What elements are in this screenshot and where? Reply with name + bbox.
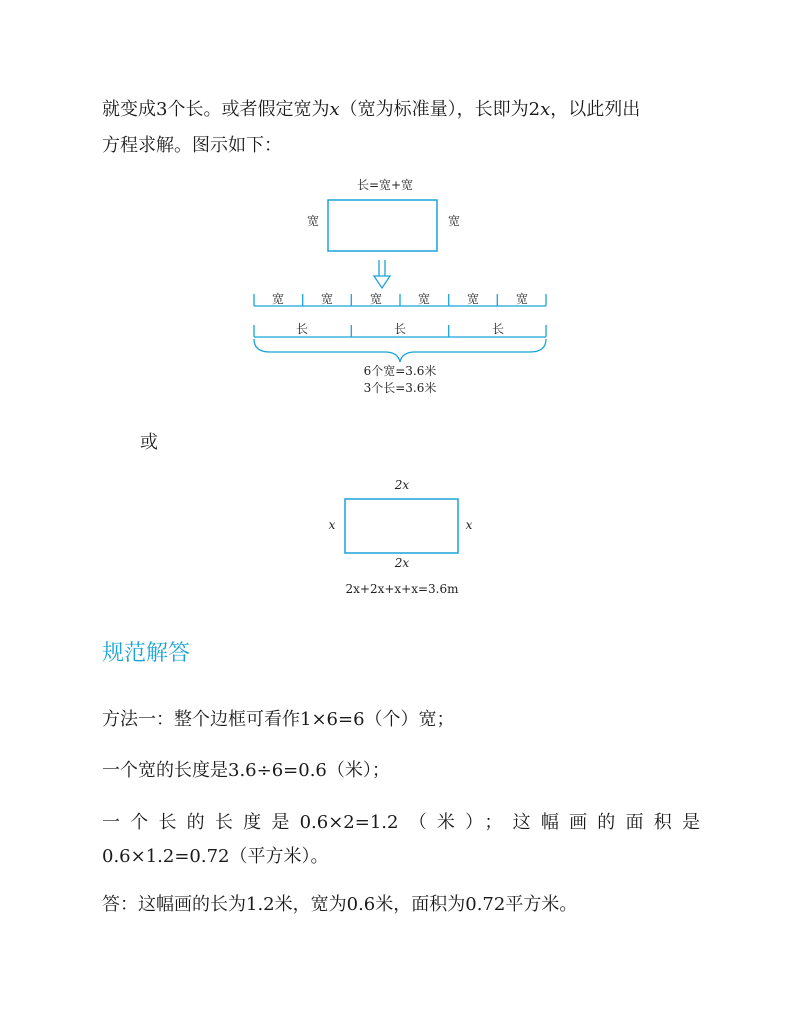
width-segment-label: 宽 <box>466 292 480 306</box>
fig1-right-label: 宽 <box>447 214 461 228</box>
fig1-rectangle <box>328 200 437 251</box>
length-segment-label: 长 <box>393 322 407 336</box>
fig2-right-label: x <box>465 518 473 532</box>
intro-line-1 <box>102 92 702 128</box>
width-segment-label: 宽 <box>417 292 431 306</box>
intro-var-x2: x <box>540 99 551 120</box>
fig2-left-label: x <box>328 518 336 532</box>
fig2-top-label: 2x <box>394 478 410 492</box>
fig2-bottom-label: 2x <box>394 556 410 570</box>
solution-line-3: 一个长的长度是0.6×2=1.2（米）；这幅画的面积是 <box>102 812 700 833</box>
figure-1-diagram <box>240 170 560 405</box>
length-segment-label: 长 <box>491 322 505 336</box>
fig2-equation: 2x+2x+x+x=3.6m <box>345 582 459 596</box>
length-segment-label: 长 <box>295 322 309 336</box>
fig1-top-label: 长=宽+宽 <box>356 178 414 192</box>
fig1-left-label: 宽 <box>306 214 320 228</box>
solution-line-1: 方法一：整个边框可看作1×6=6（个）宽； <box>102 709 455 730</box>
intro-text-a: 就变成3个长。或者假定宽为 <box>102 99 330 120</box>
width-segment-label: 宽 <box>369 292 383 306</box>
intro-var-x: x <box>329 99 340 120</box>
fig1-brace <box>254 339 546 362</box>
solution-line-2: 一个宽的长度是3.6÷6=0.6（米）； <box>102 760 390 781</box>
or-text: 或 <box>140 432 158 453</box>
fig1-width-bar <box>254 294 546 306</box>
figure-2-diagram <box>320 475 485 600</box>
answer-line: 答：这幅画的长为1.2米，宽为0.6米，面积为0.72平方米。 <box>102 894 578 915</box>
width-segment-label: 宽 <box>271 292 285 306</box>
width-segment-label: 宽 <box>320 292 334 306</box>
fig1-equation-2: 3个长=3.6米 <box>363 381 437 395</box>
fig1-equation-1: 6个宽=3.6米 <box>363 364 437 378</box>
solution-line-4: 0.6×1.2=0.72（平方米）。 <box>102 846 329 867</box>
section-title: 规范解答 <box>102 641 191 666</box>
intro-line-2: 方程求解。图示如下： <box>102 135 282 156</box>
width-segment-label: 宽 <box>515 292 529 306</box>
intro-text-c: ，以此列出 <box>550 99 641 120</box>
down-arrow-icon <box>374 260 390 288</box>
intro-text-b: （宽为标准量），长即为2 <box>339 99 541 120</box>
fig2-rectangle <box>345 499 458 553</box>
